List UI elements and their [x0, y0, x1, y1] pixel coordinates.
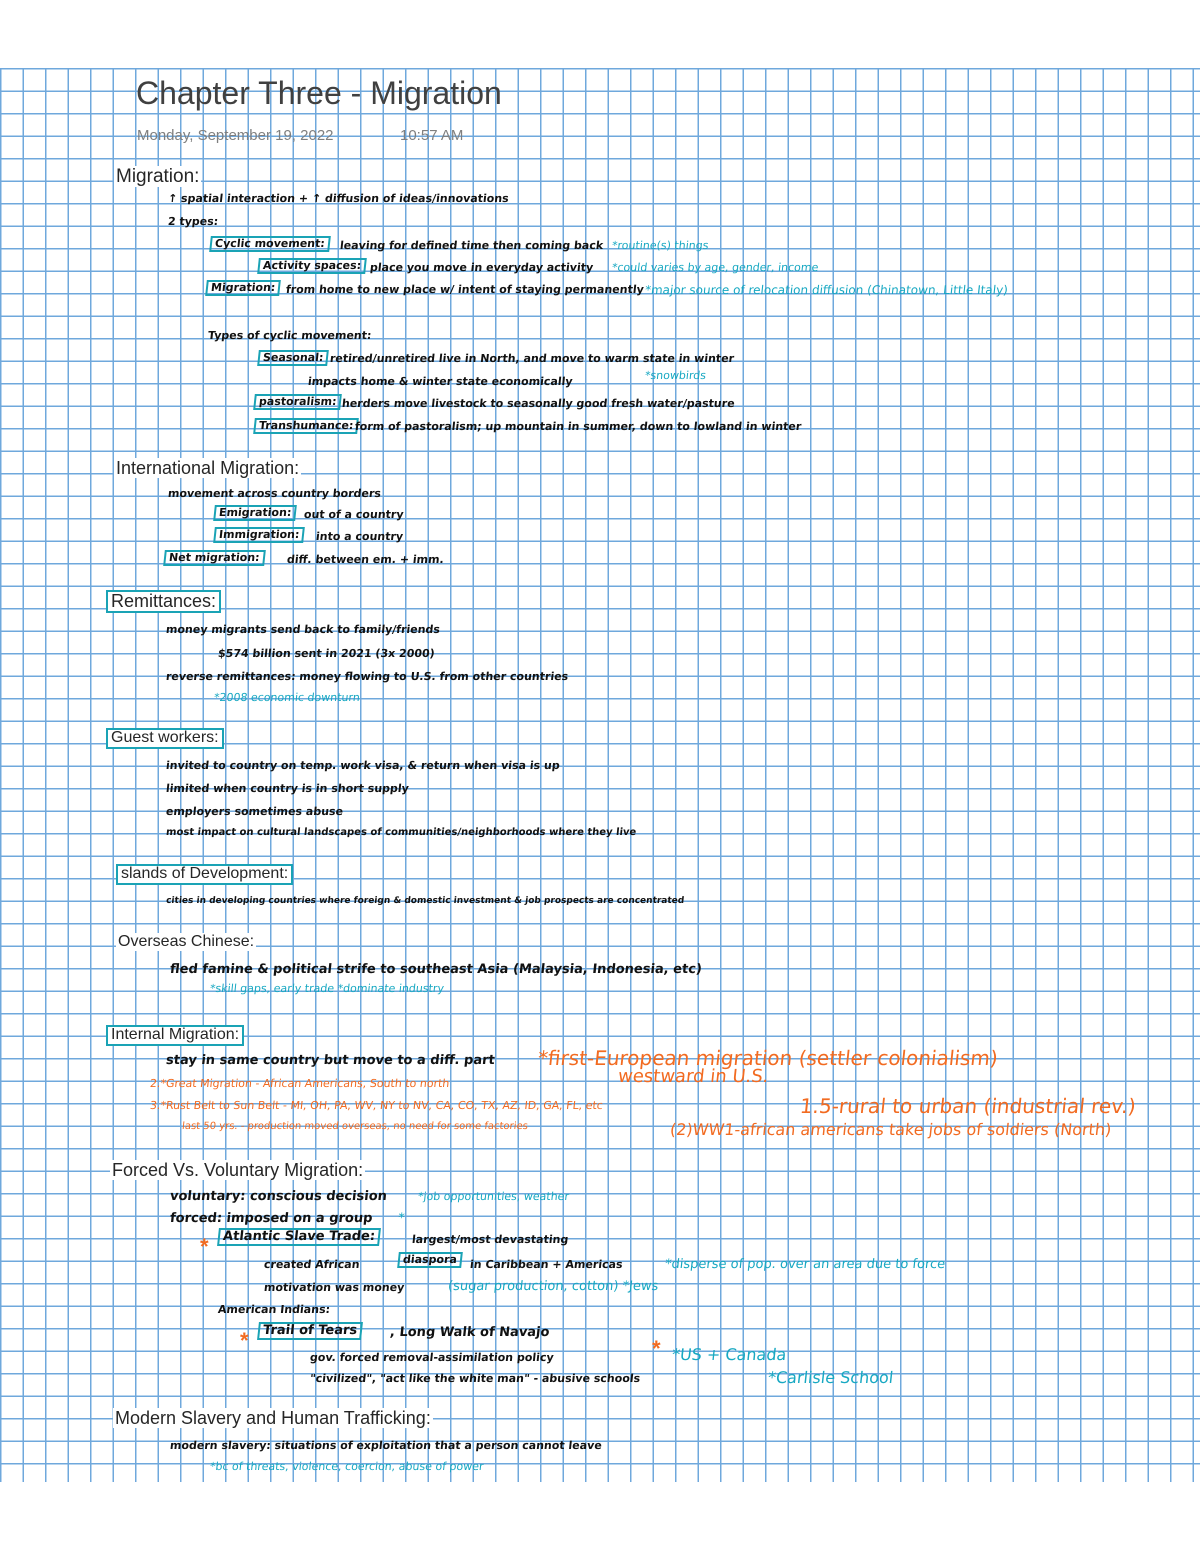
section-heading-modern-slavery: Modern Slavery and Human Trafficking:: [115, 1408, 431, 1428]
guest-line-1: invited to country on temp. work visa, & return when visa is up: [165, 759, 561, 772]
gov-note: *US + Canada: [671, 1345, 788, 1364]
section-heading-migration: Migration:: [116, 166, 200, 187]
modern-line-1: modern slavery: situations of exploitation that a person cannot leave: [169, 1439, 603, 1452]
def-cyclic-movement: leaving for defined time then coming back: [339, 239, 604, 252]
forced-gov: gov. forced removal-assimilation policy: [309, 1351, 555, 1364]
def-transhumance: form of pastoralism; up mountain in summer, down to lowland in winter: [354, 420, 802, 433]
def-net-migration: diff. between em. + imm.: [286, 553, 445, 566]
overseas-line-1: fled famine & political strife to southeast Asia (Malaysia, Indonesia, etc): [169, 962, 703, 977]
remittances-note: *2008 economic downturn: [213, 691, 361, 704]
def-emigration: out of a country: [303, 508, 405, 521]
section-heading-guest-workers: Guest workers:: [106, 728, 224, 749]
internal-line-3: 3.*Rust Belt to Sun Belt - MI, OH, PA, WV, NY to NV, CA, CO, TX, AZ, ID, GA, FL, etc: [149, 1099, 604, 1112]
def-activity-spaces: place you move in everyday activity: [369, 261, 594, 274]
term-migration: Migration:: [205, 280, 281, 296]
note-activity-spaces: *could varies by age, gender, income: [611, 261, 820, 274]
types-cyclic-heading: Types of cyclic movement:: [207, 329, 373, 342]
overseas-note: *skill gaps, early trade *dominate industry: [209, 982, 445, 995]
remittances-line-3: reverse remittances: money flowing to U.S. from other countries: [165, 670, 569, 683]
migration-line-1: ↑ spatial interaction + ↑ diffusion of ideas/innovations: [167, 192, 510, 205]
section-heading-remittances: Remittances:: [106, 590, 221, 613]
section-heading-overseas: Overseas Chinese:: [118, 933, 255, 950]
guest-line-3: employers sometimes abuse: [165, 805, 344, 818]
guest-line-2: limited when country is in short supply: [165, 782, 410, 795]
forced-motivation: motivation was money: [263, 1281, 406, 1294]
modern-note: *bc of threats, violence, coercion, abuse of power: [209, 1460, 485, 1473]
migration-line-2: 2 types:: [167, 215, 219, 228]
motivation-note: (sugar production, cotton) *Jews: [447, 1279, 660, 1294]
civilized-note: *Carlisle School: [767, 1368, 895, 1387]
star-icon-atlantic: *: [200, 1234, 209, 1259]
term-emigration: Emigration:: [213, 505, 297, 521]
internal-note-2: 1.5-rural to urban (industrial rev.): [798, 1094, 1138, 1118]
forced-voluntary-note: *job opportunities, weather: [417, 1190, 570, 1203]
forced-forced-star: *: [397, 1211, 406, 1226]
section-heading-islands: slands of Development:: [116, 864, 293, 885]
internal-line-4: last 50 yrs. - production moved overseas, no need for some factories: [181, 1121, 529, 1132]
remittances-line-2: $574 billion sent in 2021 (3x 2000): [217, 647, 436, 660]
note-cyclic-movement: *routine(s) things: [611, 239, 710, 252]
term-cyclic-movement: Cyclic movement:: [209, 236, 330, 252]
note-seasonal: *snowbirds: [644, 369, 707, 382]
forced-forced: forced: imposed on a group: [169, 1211, 374, 1226]
internal-note-1b: westward in U.S.: [616, 1066, 770, 1087]
page-date: Monday, September 19, 2022: [137, 127, 334, 144]
remittances-line-1: money migrants send back to family/friends: [165, 623, 441, 636]
internal-line-2: 2.*Great Migration - African Americans, South to north: [149, 1077, 451, 1090]
forced-created-2: in Caribbean + Americas: [469, 1258, 624, 1271]
internal-note-1: *first-European migration (settler colonialism): [536, 1046, 1000, 1070]
forced-american-indians: American Indians:: [217, 1303, 331, 1316]
term-trail-of-tears: Trail of Tears: [257, 1322, 363, 1340]
internal-note-3: (2)WW1-african americans take jobs of soldiers (North): [669, 1120, 1113, 1139]
islands-line-1: cities in developing countries where foreign & domestic investment & job prospects are concentrated: [165, 896, 685, 906]
term-diaspora: diaspora: [397, 1252, 463, 1268]
internal-line-1: stay in same country but move to a diff. part: [165, 1053, 496, 1068]
diaspora-note: *disperse of pop. over an area due to force: [664, 1257, 946, 1272]
forced-voluntary: voluntary: conscious decision: [169, 1189, 388, 1204]
term-net-migration: Net migration:: [163, 550, 265, 566]
forced-created: created African: [263, 1258, 361, 1271]
def-immigration: into a country: [315, 530, 404, 543]
def-migration: from home to new place w/ intent of staying permanently: [285, 283, 645, 296]
guest-line-4: most impact on cultural landscapes of communities/neighborhoods where they live: [165, 827, 637, 838]
term-pastoralism: pastoralism:: [253, 394, 342, 410]
international-line-1: movement across country borders: [167, 487, 382, 500]
term-activity-spaces: Activity spaces:: [257, 258, 367, 274]
page-title: Chapter Three - Migration: [136, 75, 502, 111]
term-atlantic-slave-trade: Atlantic Slave Trade:: [217, 1228, 381, 1246]
star-icon-trail: *: [240, 1328, 249, 1353]
term-immigration: Immigration:: [213, 527, 305, 543]
forced-civilized: "civilized", "act like the white man" - abusive schools: [309, 1372, 641, 1385]
def-seasonal: retired/unretired live in North, and move to warm state in winter: [329, 352, 735, 365]
term-transhumance: Transhumance:: [253, 418, 359, 434]
section-heading-international: International Migration:: [116, 458, 300, 478]
note-migration: *major source of relocation diffusion (Chinatown, Little Italy): [644, 283, 1009, 297]
section-heading-internal: Internal Migration:: [106, 1025, 244, 1046]
def-pastoralism: herders move livestock to seasonally good fresh water/pasture: [341, 397, 736, 410]
term-seasonal: Seasonal:: [257, 350, 329, 366]
star-icon-gov: *: [652, 1336, 661, 1361]
section-heading-forced: Forced Vs. Voluntary Migration:: [112, 1160, 364, 1180]
notebook-page: [0, 68, 1200, 1482]
def-seasonal-2: impacts home & winter state economically: [307, 375, 574, 388]
def-trail-of-tears: , Long Walk of Navajo: [389, 1325, 551, 1340]
page-time: 10:57 AM: [400, 127, 464, 144]
def-atlantic-slave-trade: largest/most devastating: [411, 1233, 570, 1246]
